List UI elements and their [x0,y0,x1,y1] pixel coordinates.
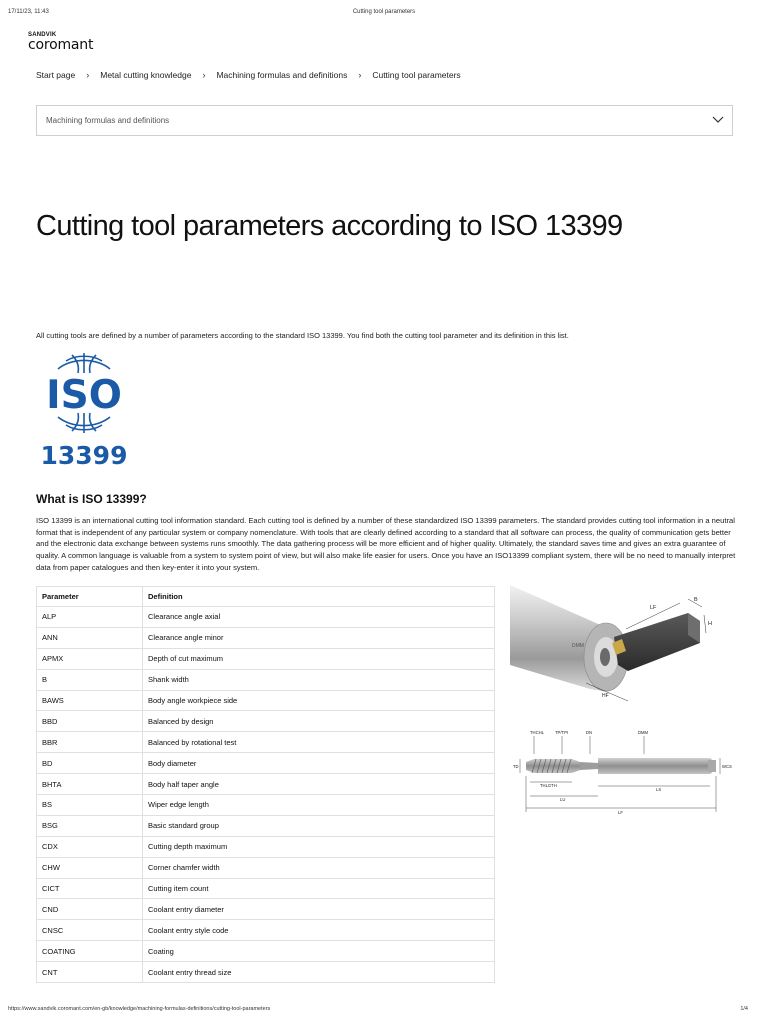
parameter-cell: CHW [37,857,143,878]
column-header-parameter: Parameter [37,587,143,607]
parameter-cell: ALP [37,607,143,628]
definition-cell: Coolant entry thread size [143,962,495,983]
tap-drawing-illustration [510,726,736,818]
table-row [37,962,495,983]
table-header-row [37,587,495,607]
body-text: ISO 13399 is an international cutting tool information standard. Each cutting tool is defined by a number of these standardized ISO 13399 parameters. The standard provides cutting tool information in a neutral format that is independent of any particular system or company nomenclature. With tools that are clearly defined according to a standard that all software can process, the quality of communication gets better and the electronic data exchange between systems runs smoothly. The data gathering process will be more efficient and of higher quality. Ultimately, the standard saves time and gives an extra guarantee of quality. A common language is valuable from a system to system point of view, but will also make life easier for users. Once you have an ISO13399 compliant system, there will be no need to manually interpret data from paper catalogues and then key-enter it into your system. [36,516,736,572]
fig-label-dn: DN [586,730,593,735]
footer-url: https://www.sandvik.coromant.com/en-gb/knowledge/machining-formulas-definitions/cutting-tool-parameters [8,1006,271,1012]
definition-cell: Body half taper angle [143,774,495,795]
logo-brand-main: coromant [28,37,94,53]
definition-cell: Body angle workpiece side [143,690,495,711]
definition-cell: Cutting item count [143,878,495,899]
parameter-cell: CICT [37,878,143,899]
chevron-right-icon: › [202,70,206,80]
fig-label-lu: LU [560,797,566,802]
chevron-right-icon: › [86,70,90,80]
breadcrumb-cutting-tool-parameters[interactable]: Cutting tool parameters [372,70,461,80]
definition-cell: Basic standard group [143,815,495,836]
breadcrumb-start-page[interactable]: Start page [36,70,76,80]
table-row [37,669,495,690]
fig-label-wcs: WCS [722,764,732,769]
table-row [37,690,495,711]
page-title: Cutting tool parameters according to ISO 13399 [36,210,623,242]
table-row [37,774,495,795]
parameter-cell: BSG [37,815,143,836]
fig-label-td: TD [513,764,519,769]
table-row [37,732,495,753]
table-row [37,607,495,628]
section-title: What is ISO 13399? [36,492,147,506]
table-row [37,899,495,920]
breadcrumb [36,70,461,80]
parameter-cell: CNSC [37,920,143,941]
parameter-cell: CDX [37,836,143,857]
table-row [37,648,495,669]
definition-cell: Coating [143,941,495,962]
definition-cell: Coolant entry diameter [143,899,495,920]
definition-cell: Depth of cut maximum [143,648,495,669]
parameter-cell: BAWS [37,690,143,711]
fig-label-tp: TP/TPI [555,730,569,735]
parameter-cell: BD [37,753,143,774]
definition-cell: Balanced by design [143,711,495,732]
table-row [37,920,495,941]
print-header [8,9,760,19]
table-row [37,627,495,648]
turning-tool-illustration [510,585,732,719]
parameter-cell: B [37,669,143,690]
dropdown-selected-value: Machining formulas and definitions [46,116,170,125]
table-row [37,857,495,878]
fig-label-h: H [708,621,712,627]
definition-cell: Balanced by rotational test [143,732,495,753]
column-header-definition: Definition [143,587,495,607]
definition-cell: Body diameter [143,753,495,774]
parameter-cell: BBR [37,732,143,753]
parameter-cell: CNT [37,962,143,983]
fig-label-b: B [694,597,698,603]
fig-label-thlgth: THLGTH [540,783,557,788]
table-row [37,753,495,774]
breadcrumb-machining-formulas[interactable]: Machining formulas and definitions [216,70,348,80]
fig-label-lf: LF [650,605,657,611]
fig-label-thchl: THCHL [530,730,544,735]
fig-label-dmm: DMM [638,730,649,735]
fig-label-dmm: DMM [572,643,584,649]
definition-cell: Coolant entry style code [143,920,495,941]
parameter-cell: BBD [37,711,143,732]
section-dropdown[interactable] [36,105,733,136]
footer-page-number: 1/4 [740,1006,748,1012]
iso-logo-text: ISO [46,373,122,418]
sandvik-coromant-logo[interactable] [28,32,93,52]
table-row [37,711,495,732]
definition-cell: Shank width [143,669,495,690]
table-row [37,795,495,816]
table-row [37,878,495,899]
parameter-cell: ANN [37,627,143,648]
parameter-table [36,586,495,983]
parameter-cell: CND [37,899,143,920]
intro-text: All cutting tools are defined by a number of parameters according to the standard ISO 13399. You find both the cutting tool parameter and its definition in this list. [36,331,569,340]
print-datetime: 17/11/23, 11:43 [8,9,49,15]
fig-label-ls: LS [656,787,662,792]
fig-label-hf: HF [602,693,609,699]
chevron-down-icon [712,115,724,125]
parameter-cell: APMX [37,648,143,669]
fig-label-lf: LF [618,810,623,815]
parameter-cell: BHTA [37,774,143,795]
definition-cell: Cutting depth maximum [143,836,495,857]
table-row [37,836,495,857]
table-row [37,941,495,962]
parameter-cell: COATING [37,941,143,962]
iso-logo-number: 13399 [40,441,128,469]
definition-cell: Wiper edge length [143,795,495,816]
parameter-cell: BS [37,795,143,816]
definition-cell: Clearance angle axial [143,607,495,628]
definition-cell: Clearance angle minor [143,627,495,648]
iso-13399-logo [36,351,132,469]
definition-cell: Corner chamfer width [143,857,495,878]
chevron-right-icon: › [358,70,362,80]
breadcrumb-metal-cutting-knowledge[interactable]: Metal cutting knowledge [100,70,192,80]
table-row [37,815,495,836]
print-footer [8,1006,748,1012]
logo-brand-top: SANDVIK [28,32,57,38]
print-title: Cutting tool parameters [352,9,416,15]
